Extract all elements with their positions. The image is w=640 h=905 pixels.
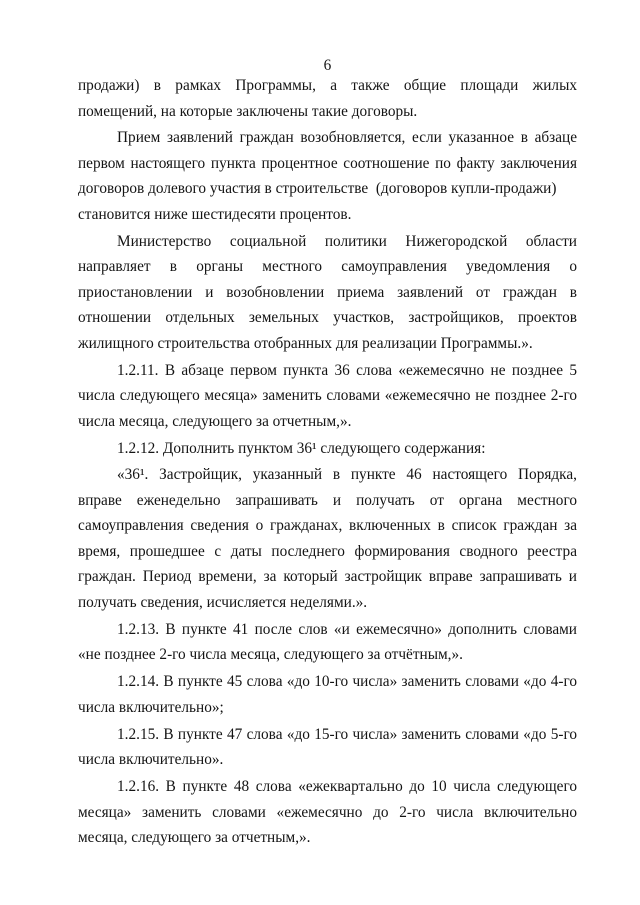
text-line: приостановлении и возобновлении приема заявлений от граждан в (78, 283, 577, 301)
page-number: 6 (323, 57, 332, 74)
text-line: получать сведения, исчисляется неделями.». (78, 593, 368, 611)
text-line: Прием заявлений граждан возобновляется, если указанное в абзаце (117, 129, 577, 147)
text-line: становится ниже шестидесяти процентов. (78, 205, 352, 223)
text-line: самоуправления сведения о гражданах, включенных в список граждан за (78, 517, 577, 535)
text-line: граждан. Период времени, за который застройщик вправе запрашивать и (78, 568, 577, 586)
text-line: «не позднее 2-го числа месяца, следующего за отчётным,». (78, 646, 463, 664)
text-line: жилищного строительства отобранных для реализации Программы.». (78, 334, 533, 352)
document-body (78, 73, 577, 851)
text-line: месяца, следующего за отчетным,». (78, 829, 311, 847)
paragraph-reception-resumption (78, 125, 577, 227)
text-line: помещений, на которые заключены такие договоры. (78, 102, 418, 120)
text-line: месяца» заменить словами «ежемесячно до 2-го числа включительно (78, 803, 577, 821)
text-line: числа включительно». (78, 751, 224, 769)
clause-36-1-text (78, 462, 577, 615)
text-line: направляет в органы местного самоуправления уведомления о (78, 258, 577, 276)
text-line: числа следующего месяца» заменить словами «ежемесячно не позднее 2-го (78, 387, 577, 405)
clause-1-2-13 (78, 617, 577, 668)
text-line: «36¹. Застройщик, указанный в пункте 46 настоящего Порядка, (117, 466, 577, 484)
text-line: 1.2.16. В пункте 48 слова «ежеквартально до 10 числа следующего (117, 778, 577, 796)
text-line: 1.2.14. В пункте 45 слова «до 10-го числа» заменить словами «до 4-го (117, 673, 577, 691)
paragraph-continuation (78, 73, 577, 124)
text-line: вправе еженедельно запрашивать и получать от органа местного (78, 491, 577, 509)
text-line: договоров долевого участия в строительстве (договоров купли-продажи) (78, 180, 557, 198)
text-line: 1.2.12. Дополнить пунктом 36¹ следующего содержания: (117, 439, 486, 457)
text-line: Министерство социальной политики Нижегородской области (117, 232, 577, 250)
text-line: числа включительно»; (78, 698, 224, 716)
text-line: отношении отдельных земельных участков, застройщиков, проектов (78, 309, 577, 327)
clause-1-2-15 (78, 722, 577, 773)
text-line: продажи) в рамках Программы, а также общие площади жилых (78, 77, 577, 94)
text-line: время, прошедшее с даты последнего формирования сводного реестра (78, 542, 577, 560)
clause-1-2-12 (78, 436, 577, 462)
text-line: 1.2.15. В пункте 47 слова «до 15-го числа» заменить словами «до 5-го (117, 725, 577, 743)
clause-1-2-14 (78, 669, 577, 720)
text-line: 1.2.11. В абзаце первом пункта 36 слова «ежемесячно не позднее 5 (117, 361, 577, 379)
text-line: числа месяца, следующего за отчетным,». (78, 412, 352, 430)
text-line: 1.2.13. В пункте 41 после слов «и ежемесячно» дополнить словами (117, 620, 577, 638)
clause-1-2-16 (78, 774, 577, 851)
text-line: первом настоящего пункта процентное соотношение по факту заключения (78, 154, 577, 172)
clause-1-2-11 (78, 358, 577, 435)
paragraph-ministry-notification (78, 229, 577, 357)
